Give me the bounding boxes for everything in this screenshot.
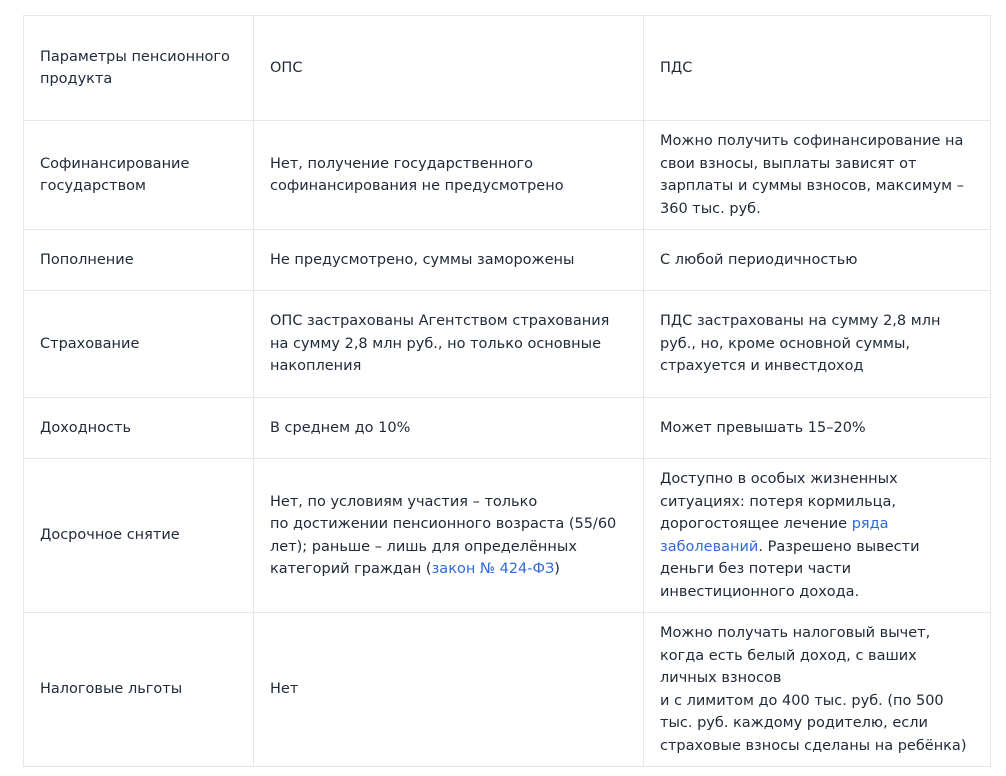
pds-text-part2: и с лимитом до 400 тыс. руб. (по 500 тыс. руб. каждому родителю, если страховые взносы сделаны на ребёнка)	[660, 692, 967, 754]
row-label: Софинансирование государством	[24, 121, 254, 230]
row-label: Досрочное снятие	[24, 459, 254, 613]
ops-cell: В среднем до 10%	[254, 398, 644, 459]
pds-cell: Можно получить софинансирование на свои взносы, выплаты зависят от зарплаты и суммы взносов, максимум – 360 тыс. руб.	[644, 121, 991, 230]
diseases-link[interactable]: ряда заболеваний	[660, 516, 889, 555]
table-header-row	[24, 16, 991, 121]
pds-cell	[644, 613, 991, 767]
table-row	[24, 121, 991, 230]
ops-text-part1: Нет, по условиям участия – только	[270, 493, 538, 510]
pds-cell: Может превышать 15–20%	[644, 398, 991, 459]
pds-text-part2: . Разрешено вывести деньги без потери части инвестиционного дохода.	[660, 538, 920, 600]
table-row	[24, 613, 991, 767]
ops-text-part3: )	[554, 561, 560, 577]
pds-text-part1: Доступно в особых жизненных ситуациях: потеря кормильца, дорогостоящее лечение	[660, 471, 898, 532]
table-row	[24, 291, 991, 398]
ops-cell: Нет, получение государственного софинансирования не предусмотрено	[254, 121, 644, 230]
row-label: Пополнение	[24, 230, 254, 291]
pds-text-part1: Можно получать налоговый вычет, когда есть белый доход, с ваших личных взносов	[660, 625, 931, 686]
ops-text-part2: по достижении пенсионного возраста (55/60 лет); раньше – лишь для определённых категорий граждан (	[270, 516, 617, 577]
table-row	[24, 459, 991, 613]
table-row	[24, 398, 991, 459]
row-label: Налоговые льготы	[24, 613, 254, 767]
row-label: Страхование	[24, 291, 254, 398]
pds-cell: ПДС застрахованы на сумму 2,8 млн руб., но, кроме основной суммы, страхуется и инвестдоход	[644, 291, 991, 398]
table-row	[24, 230, 991, 291]
law-424-link[interactable]: закон № 424-ФЗ	[431, 561, 555, 577]
pds-cell: С любой периодичностью	[644, 230, 991, 291]
header-cell-ops: ОПС	[254, 16, 644, 121]
ops-cell: Нет	[254, 613, 644, 767]
comparison-table	[23, 15, 991, 767]
header-cell-pds: ПДС	[644, 16, 991, 121]
header-cell-param: Параметры пенсионного продукта	[24, 16, 254, 121]
row-label: Доходность	[24, 398, 254, 459]
ops-cell: ОПС застрахованы Агентством страхования на сумму 2,8 млн руб., но только основные накопления	[254, 291, 644, 398]
ops-cell: Не предусмотрено, суммы заморожены	[254, 230, 644, 291]
ops-cell	[254, 459, 644, 613]
pds-cell	[644, 459, 991, 613]
